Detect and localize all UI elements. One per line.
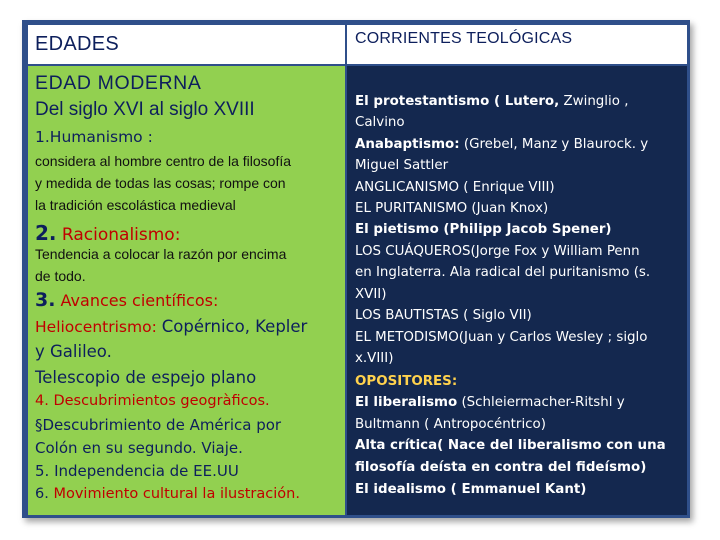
heliocentrismo-rest: Copérnico, Kepler xyxy=(161,317,308,336)
header-edades-text: EDADES xyxy=(35,33,120,55)
right-line-2: Calvino xyxy=(355,115,405,130)
right-line-11: LOS BAUTISTAS ( Siglo VII) xyxy=(355,308,532,323)
ilustracion-line xyxy=(35,486,300,502)
right-line-5: ANGLICANISMO ( Enrique VIII) xyxy=(355,180,555,195)
right-line-13: x.VIII) xyxy=(355,351,394,366)
america-line-1: §Descubrimiento de América por xyxy=(35,416,282,434)
racionalismo-label: Racionalismo: xyxy=(61,225,181,245)
header-corrientes-text: CORRIENTES TEOLÓGICAS xyxy=(355,30,573,47)
header-edades xyxy=(28,25,345,64)
right-line-7 xyxy=(355,222,612,237)
humanismo-desc-1: considera al hombre centro de la filosofía xyxy=(35,153,292,169)
racionalismo-desc-1: Tendencia a colocar la razón por encima xyxy=(35,246,287,262)
heliocentrismo-label: Heliocentrismo: xyxy=(35,318,157,336)
descubrimientos-line: 4. Descubrimientos geogràficos. xyxy=(35,393,270,409)
right-line-12: EL METODISMO(Juan y Carlos Wesley ; siglo xyxy=(355,330,648,345)
humanismo-title: 1.Humanismo : xyxy=(35,128,153,146)
pietismo-label: El pietismo (Philipp Jacob Spener) xyxy=(355,222,612,237)
right-line-3 xyxy=(355,137,648,152)
racionalismo-desc-2: de todo. xyxy=(35,268,86,284)
right-line-1 xyxy=(355,94,628,109)
right-line-10: XVII) xyxy=(355,287,387,302)
right-line-19: El idealismo ( Emmanuel Kant) xyxy=(355,482,587,497)
right-line-15 xyxy=(355,395,625,410)
siglo-range: Del siglo XVI al siglo XVIII xyxy=(35,99,255,120)
right-line-6: EL PURITANISMO (Juan Knox) xyxy=(355,201,549,216)
right-line-9: en Inglaterra. Ala radical del puritanismo (s. xyxy=(355,265,651,280)
anabaptismo-rest: (Grebel, Manz y Blaurock. y xyxy=(459,137,649,152)
protestantismo-rest: Zwinglio , xyxy=(559,94,629,109)
independencia-line: 5. Independencia de EE.UU xyxy=(35,462,239,480)
america-line-2: Colón en su segundo. Viaje. xyxy=(35,439,243,457)
racionalismo-num: 2. xyxy=(35,221,57,245)
right-line-17: Alta crítica( Nace del liberalismo con una xyxy=(355,438,666,453)
right-line-16: Bultmann ( Antropocéntrico) xyxy=(355,417,546,432)
ilustracion-label: Movimiento cultural la ilustración. xyxy=(53,486,300,502)
right-line-18: filosofía deísta en contra del fideísmo) xyxy=(355,460,647,475)
humanismo-desc-3: la tradición escolástica medieval xyxy=(35,197,236,213)
telescopio-line: Telescopio de espejo plano xyxy=(35,368,257,387)
avances-label: Avances científicos: xyxy=(60,291,219,310)
right-line-8: LOS CUÁQUEROS(Jorge Fox y William Penn xyxy=(355,244,640,259)
heliocentrismo-line xyxy=(35,317,307,336)
avances-num: 3. xyxy=(35,289,56,311)
avances-heading xyxy=(35,289,218,311)
right-line-4: Miguel Sattler xyxy=(355,158,449,173)
protestantismo-label: El protestantismo ( Lutero, xyxy=(355,94,560,109)
liberalismo-label: El liberalismo xyxy=(355,395,458,410)
heliocentrismo-line2: y Galileo. xyxy=(35,342,112,361)
right-line-14 xyxy=(355,374,457,389)
opositores-label: OPOSITORES: xyxy=(355,374,458,389)
header-corrientes xyxy=(347,25,687,64)
humanismo-desc-2: y medida de todas las cosas; rompe con xyxy=(35,175,286,191)
ilustracion-num: 6. xyxy=(35,486,49,502)
racionalismo-heading xyxy=(35,221,180,245)
liberalismo-rest: (Schleiermacher-Ritshl y xyxy=(457,395,625,410)
edad-moderna-title: EDAD MODERNA xyxy=(35,72,202,94)
anabaptismo-label: Anabaptismo: xyxy=(355,137,460,152)
